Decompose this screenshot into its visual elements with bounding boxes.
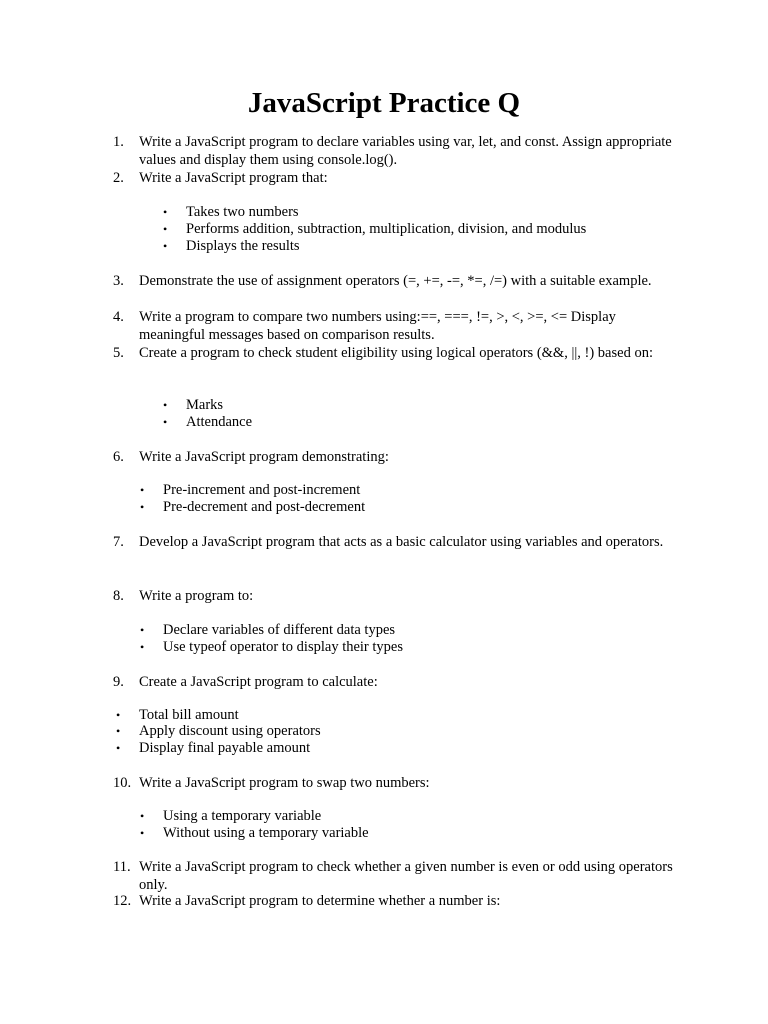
bullet-item	[163, 221, 587, 238]
question-text: Create a program to check student eligibility using logical operators (&&, ||, !) based on:	[139, 345, 653, 361]
question-3	[113, 272, 673, 290]
question-text: Write a program to:	[139, 588, 254, 604]
bullet-icon: •	[140, 809, 145, 823]
question-number: 4.	[113, 309, 124, 325]
question-text: Write a JavaScript program to swap two numbers:	[139, 775, 430, 791]
question-text: Write a JavaScript program to determine whether a number is:	[139, 893, 501, 909]
bullet-item	[140, 499, 366, 516]
bullet-text: Pre-decrement and post-decrement	[163, 499, 366, 515]
bullet-item	[140, 622, 396, 639]
bullet-icon: •	[163, 222, 168, 236]
question-number: 8.	[113, 588, 124, 604]
bullet-text: Pre-increment and post-increment	[163, 482, 361, 498]
question-number: 5.	[113, 345, 124, 361]
bullet-text: Displays the results	[186, 238, 300, 254]
bullet-text: Apply discount using operators	[139, 723, 321, 739]
bullet-item	[140, 639, 403, 656]
question-2	[113, 169, 673, 187]
bullet-icon: •	[163, 415, 168, 429]
bullet-icon: •	[140, 640, 145, 654]
question-text: Write a JavaScript program demonstrating:	[139, 449, 389, 465]
bullet-text: Total bill amount	[139, 707, 239, 723]
bullet-text: Use typeof operator to display their types	[163, 639, 403, 655]
bullet-text: Performs addition, subtraction, multiplication, division, and modulus	[186, 221, 587, 237]
bullet-icon: •	[140, 826, 145, 840]
question-number: 3.	[113, 273, 124, 289]
bullet-icon: •	[163, 398, 168, 412]
bullet-item	[116, 707, 239, 724]
bullet-item	[163, 204, 299, 221]
question-number: 6.	[113, 449, 124, 465]
bullet-icon: •	[116, 724, 121, 738]
question-text: Write a JavaScript program to check whether a given number is even or odd using operators only.	[139, 859, 673, 893]
bullet-item	[116, 723, 321, 740]
question-number: 7.	[113, 534, 124, 550]
bullet-item	[163, 238, 300, 255]
question-text: Develop a JavaScript program that acts as a basic calculator using variables and operators.	[139, 534, 664, 550]
question-7	[113, 533, 673, 551]
question-number: 1.	[113, 134, 124, 150]
question-8	[113, 587, 673, 605]
question-9	[113, 673, 673, 691]
question-number: 11.	[113, 859, 131, 875]
question-10	[113, 774, 673, 792]
bullet-icon: •	[140, 500, 145, 514]
bullet-icon: •	[116, 741, 121, 755]
question-number: 12.	[113, 893, 132, 909]
bullet-text: Without using a temporary variable	[163, 825, 369, 841]
question-5	[113, 344, 673, 362]
bullet-item	[140, 808, 322, 825]
bullet-item	[140, 482, 361, 499]
bullet-icon: •	[163, 205, 168, 219]
bullet-text: Marks	[186, 397, 224, 413]
bullet-text: Using a temporary variable	[163, 808, 322, 824]
question-number: 2.	[113, 170, 124, 186]
question-12	[113, 892, 673, 910]
bullet-icon: •	[140, 623, 145, 637]
bullet-text: Attendance	[186, 414, 253, 430]
question-1	[113, 133, 673, 169]
question-text: Write a JavaScript program to declare variables using var, let, and const. Assign appropriate values and display them using console.log().	[139, 134, 672, 168]
question-6	[113, 448, 673, 466]
question-text: Write a JavaScript program that:	[139, 170, 328, 186]
bullet-icon: •	[163, 239, 168, 253]
question-4	[113, 308, 673, 344]
question-text: Create a JavaScript program to calculate:	[139, 674, 378, 690]
bullet-item	[116, 740, 311, 757]
bullet-text: Display final payable amount	[139, 740, 311, 756]
question-text: Demonstrate the use of assignment operators (=, +=, -=, *=, /=) with a suitable example.	[139, 273, 652, 289]
question-number: 9.	[113, 674, 124, 690]
bullet-icon: •	[116, 708, 121, 722]
page-title: JavaScript Practice Q	[247, 87, 521, 119]
question-text: Write a program to compare two numbers using:==, ===, !=, >, <, >=, <= Display meaningful messages based on comparison results.	[139, 309, 616, 343]
question-number: 10.	[113, 775, 132, 791]
bullet-item	[140, 825, 369, 842]
bullet-text: Takes two numbers	[186, 204, 299, 220]
bullet-icon: •	[140, 483, 145, 497]
bullet-item	[163, 397, 224, 414]
bullet-text: Declare variables of different data types	[163, 622, 396, 638]
question-11	[113, 858, 673, 894]
bullet-item	[163, 414, 253, 431]
